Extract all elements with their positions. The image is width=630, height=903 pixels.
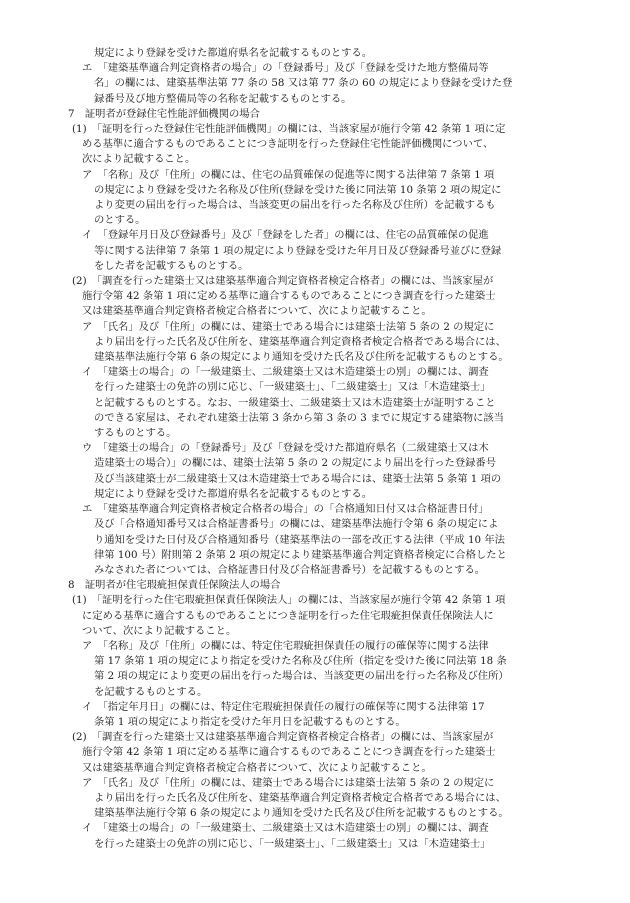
- text-line: 建築基準法施行令第 6 条の規定により通知を受けた氏名及び住所を記載するものとする。: [94, 351, 509, 364]
- text-line: より届出を行った氏名及び住所を、建築基準適合判定資格者検定合格者である場合には、: [94, 335, 506, 348]
- text-line: 規定により登録を受けた都道府県名を記載するものとする。: [94, 47, 373, 59]
- text-line: 第 2 項の規定により変更の届出を行った場合は、当該変更の届出を行った名称及び住所）: [94, 670, 509, 683]
- text-line: のできる家屋は、それぞれ建築士法第 3 条から第 3 条の 3 までに規定する建築物に該当: [94, 411, 504, 424]
- text-line: エ 「建築基準適合判定資格者の場合」の「登録番号」及び「登録を受けた地方整備局等: [82, 62, 489, 75]
- text-line: より届出を行った氏名及び住所を、建築基準適合判定資格者検定合格者である場合には、: [94, 791, 506, 804]
- text-line: り通知を受けた日付及び合格通知番号（建築基準法の一部を改正する法律（平成 10 年法: [94, 533, 505, 546]
- text-line: ア 「氏名」及び「住所」の欄には、建築士である場合には建築士法第 5 条の 2 の規定に: [82, 320, 495, 333]
- text-line: ウ 「建築士の場合」の「登録番号」及び「登録を受けた都道府県名（二級建築士又は木: [82, 442, 489, 455]
- text-line: の規定により登録を受けた名称及び住所(登録を受けた後に同法第 10 条第 2 項の規定に: [94, 183, 502, 196]
- text-line: ア 「名称」及び「住所」の欄には、住宅の品質確保の促進等に関する法律第 7 条第 1 項: [82, 168, 495, 181]
- text-line: イ 「建築士の場合」の「一級建築士、二級建築士又は木造建築士の別」の欄には、調査: [82, 366, 489, 379]
- text-line: イ 「建築士の場合」の「一級建築士、二級建築士又は木造建築士の別」の欄には、調査: [82, 822, 489, 835]
- document-body: [68, 46, 586, 852]
- text-line: を行った建築士の免許の別に応じ、「一級建築士」、「二級建築士」又は「木造建築士」: [94, 837, 491, 850]
- text-line: に定める基準に適合するものであることにつき証明を行った住宅瑕疵担保責任保険法人に: [82, 609, 494, 622]
- text-line: エ 「建築基準適合判定資格者検定合格者の場合」の「合格通知日付又は合格証書日付」: [82, 503, 489, 516]
- text-line: 建築基準法施行令第 6 条の規定により通知を受けた氏名及び住所を記載するものとする。: [94, 807, 509, 820]
- text-line: をした者を記載するものとする。: [94, 259, 249, 272]
- text-line: (2) 「調査を行った建築士又は建築基準適合判定資格者検定合格者」の欄には、当該家屋が: [72, 731, 494, 744]
- text-line: 又は建築基準適合判定資格者検定合格者について、次により記載すること。: [82, 761, 432, 774]
- text-line: 又は建築基準適合判定資格者検定合格者について、次により記載すること。: [82, 305, 432, 318]
- text-line: (1) 「証明を行った住宅瑕疵担保責任保険法人」の欄には、当該家屋が施行令第 42 条第 1 項: [72, 594, 506, 607]
- text-line: を行った建築士の免許の別に応じ、「一級建築士」、「二級建築士」又は「木造建築士」: [94, 381, 491, 394]
- text-line: ア 「名称」及び「住所」の欄には、特定住宅瑕疵担保責任の履行の確保等に関する法律: [82, 639, 489, 652]
- text-line: イ 「指定年月日」の欄には、特定住宅瑕疵担保責任の履行の確保等に関する法律第 17: [82, 700, 485, 713]
- text-line: 録番号及び地方整備局等の名称を記載するものとする。: [94, 92, 352, 105]
- text-line: するものとする。: [94, 427, 177, 440]
- text-line: のとする。: [94, 214, 146, 227]
- text-line: (1) 「証明を行った登録住宅性能評価機関」の欄には、当該家屋が施行令第 42 条第 1 項に定: [72, 123, 506, 136]
- text-line: 等に関する法律第 7 条第 1 項の規定により登録を受けた年月日及び登録番号並びに登録: [94, 244, 502, 257]
- text-line: を記載するものとする。: [94, 685, 208, 698]
- text-line: 名」の欄には、建築基準法第 77 条の 58 又は第 77 条の 60 の規定により登録を受けた登: [94, 77, 513, 90]
- text-line: みなされた者については、合格証書日付及び合格証書番号）を記載するものとする。: [94, 563, 486, 576]
- text-line: 第 17 条第 1 項の規定により指定を受けた名称及び住所（指定を受けた後に同法第 18 条: [94, 655, 507, 668]
- text-line: (2) 「調査を行った建築士又は建築基準適合判定資格者検定合格者」の欄には、当該家屋が: [72, 275, 494, 288]
- text-line: 施行令第 42 条第 1 項に定める基準に適合するものであることにつき調査を行った建築士: [82, 746, 496, 759]
- text-line: める基準に適合するものであることにつき証明を行った登録住宅性能評価機関について、: [82, 138, 494, 151]
- text-line: 及び当該建築士が二級建築士又は木造建築士である場合には、建築士法第 5 条第 1 項の: [94, 472, 502, 485]
- text-line: 及び「合格通知番号又は合格証書番号」の欄には、建築基準法施行令第 6 条の規定によ: [94, 518, 499, 531]
- text-line: ついて、次により記載すること。: [82, 624, 237, 637]
- section-heading: 7 証明者が登録住宅性能評価機関の場合: [68, 107, 260, 120]
- section-heading: 8 証明者が住宅瑕疵担保責任保険法人の場合: [68, 579, 281, 592]
- text-line: 施行令第 42 条第 1 項に定める基準に適合するものであることにつき調査を行った建築士: [82, 290, 496, 303]
- text-line: 律第 100 号）附則第 2 条第 2 項の規定により建築基準適合判定資格者検定に合格したと: [94, 548, 507, 561]
- text-line: ア 「氏名」及び「住所」の欄には、建築士である場合には建築士法第 5 条の 2 の規定に: [82, 776, 495, 789]
- text-line: イ 「登録年月日及び登録番号」及び「登録をした者」の欄には、住宅の品質確保の促進: [82, 229, 489, 242]
- text-line: と記載するものとする。なお、一級建築士、二級建築士又は木造建築士が証明すること: [94, 396, 496, 409]
- text-line: 条第 1 項の規定により指定を受けた年月日を記載するものとする。: [94, 715, 406, 728]
- text-line: より変更の届出を行った場合は、当該変更の届出を行った名称及び住所）を記載するも: [94, 199, 496, 212]
- text-line: 次により記載すること。: [82, 153, 196, 166]
- text-line: 造建築士の場合）」の欄には、建築士法第 5 条の 2 の規定により届出を行った登録番号: [94, 457, 497, 470]
- text-line: 規定により登録を受けた都道府県名を記載するものとする。: [94, 487, 373, 500]
